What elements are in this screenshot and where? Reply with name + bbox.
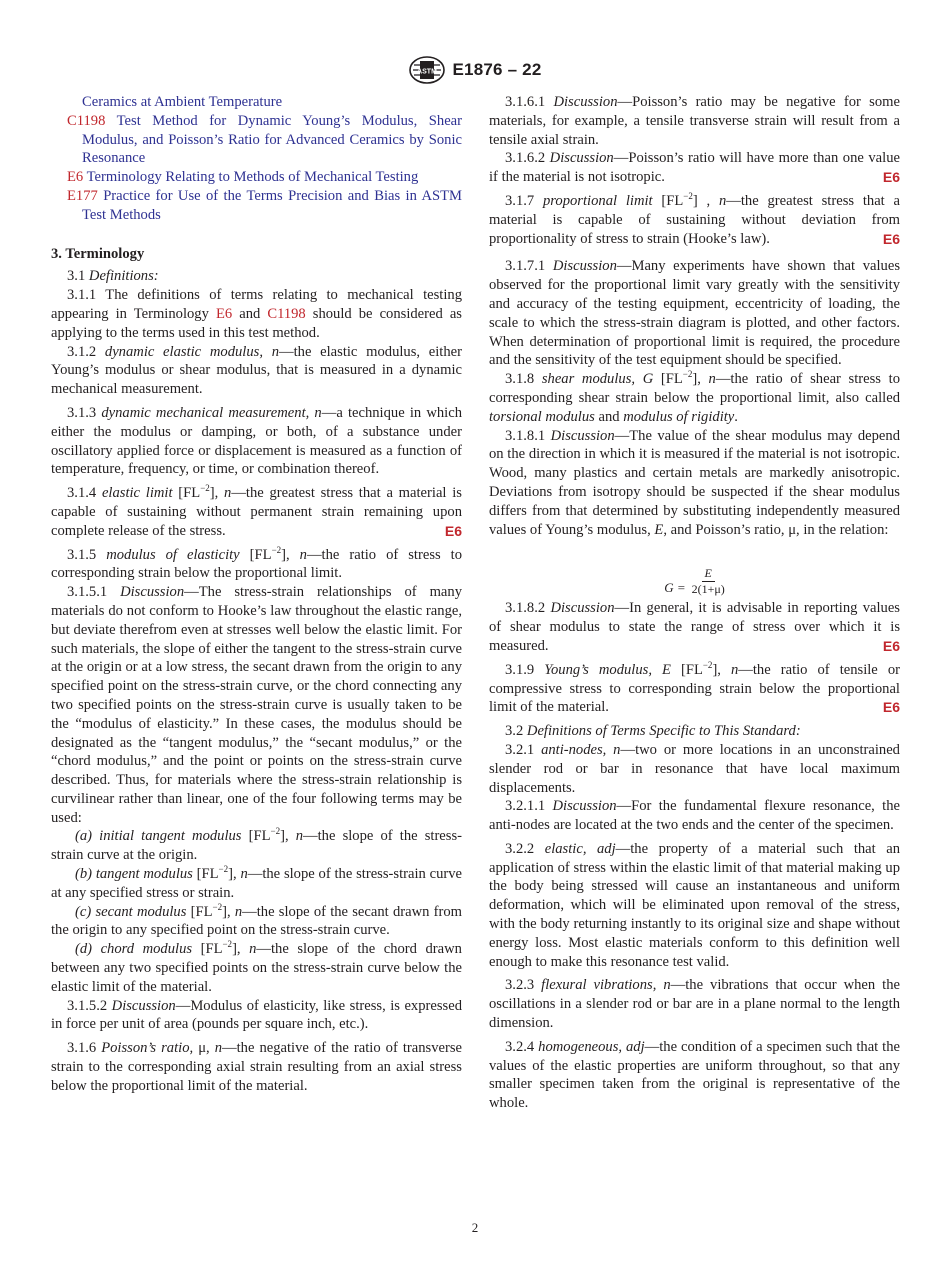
- reference-code[interactable]: E177: [67, 187, 98, 204]
- link-c1198[interactable]: C1198: [267, 305, 306, 322]
- paragraph-3-1-2: 3.1.2 dynamic elastic modulus, n—the elastic modulus, either Young’s modulus or shear modulus, that is measured in a dynamic mechanical measurement.: [51, 343, 462, 398]
- page-header: [0, 54, 950, 86]
- ref-e6-link[interactable]: E6: [882, 637, 900, 654]
- reference-title[interactable]: Test Method for Dynamic Young’s Modulus, Shear Modulus, and Poisson’s Ratio for Advanced Ceramics by Sonic Resonance: [82, 112, 463, 167]
- paragraph-3-1-9: 3.1.9 Young’s modulus, E $[FL^{-2}]$, n—the ratio of tensile or compressive stress to corresponding strain below the proportional limit of the material. E6: [489, 659, 900, 716]
- reference-e177: [51, 187, 462, 225]
- paragraph-3-1-6-1: 3.1.6.1 Discussion—Poisson’s ratio may be negative for some materials, for example, a tensile transverse strain will result from a tensile axial strain.: [489, 94, 900, 148]
- list-item: (a) initial tangent modulus $[FL^{-2}]$, n—the slope of the stress-strain curve at the origin.: [51, 826, 462, 864]
- paragraph-3-2-1: 3.2.1 anti-nodes, n—two or more locations in an unconstrained slender rod or bar in resonance that have local maximum displacements.: [489, 741, 900, 796]
- reference-e6: [51, 168, 462, 187]
- paragraph-3-2-1-1: 3.2.1.1 Discussion—For the fundamental flexure resonance, the anti-nodes are located at the two ends and the center of the specimen.: [489, 798, 900, 834]
- paragraph-3-1-3: 3.1.3 dynamic mechanical measurement, n—a technique in which either the modulus or damping, or both, of a substance under oscillatory applied force or displacement is measured as a function of temperature, frequency, or time, or combination thereof.: [51, 404, 463, 478]
- paragraph-3-2: 3.2 Definitions of Terms Specific to This Standard:: [505, 723, 801, 740]
- paragraph-3-1-8: 3.1.8 shear modulus, G $[FL^{-2}]$, n—the ratio of shear stress to corresponding shear strain below the proportional limit, also called torsional modulus and modulus of rigidity.: [489, 369, 900, 425]
- list-item: (b) tangent modulus $[FL^{-2}]$, n—the slope of the stress-strain curve at any specified stress or strain.: [51, 864, 463, 901]
- equation-denominator: 2(1+μ): [691, 582, 725, 597]
- ref-e6-link[interactable]: E6: [444, 522, 462, 539]
- equation-numerator: E: [702, 566, 715, 582]
- astm-logo-icon: [409, 56, 445, 84]
- standard-designation: E1876 – 22: [452, 60, 542, 79]
- list-item: (d) chord modulus $[FL^{-2}]$, n—the slope of the chord drawn between any two specified points on the stress-strain curve below the elastic limit of the material.: [51, 939, 462, 995]
- reference-continuation: Ceramics at Ambient Temperature: [82, 94, 283, 110]
- reference-code[interactable]: E6: [67, 169, 84, 186]
- reference-c1198: [51, 112, 462, 168]
- equation-fraction: [692, 566, 725, 597]
- right-column: [489, 93, 900, 1113]
- reference-title[interactable]: Practice for Use of the Terms Precision and Bias in ASTM Test Methods: [82, 187, 462, 223]
- paragraph-3-1-4: 3.1.4 elastic limit $[FL^{-2}]$, n—the greatest stress that a material is capable of sustaining without permanent strain remaining upon complete release of the stress. E6: [51, 483, 462, 539]
- paragraph-3-1-6: 3.1.6 Poisson’s ratio, μ, n—the negative of the ratio of transverse strain to the corresponding axial strain resulting from an axial stress below the proportional limit of the material.: [51, 1040, 463, 1094]
- section-heading: 3. Terminology: [51, 245, 145, 262]
- reference-title[interactable]: Terminology Relating to Methods of Mechanical Testing: [86, 169, 419, 186]
- paragraph-3-1-5-2: 3.1.5.2 Discussion—Modulus of elasticity, like stress, is expressed in force per unit of area (pounds per square inch, etc.).: [51, 997, 462, 1033]
- ref-e6-link[interactable]: E6: [882, 169, 900, 186]
- paragraph-3-1-7-1: 3.1.7.1 Discussion—Many experiments have shown that values observed for the proportional limit vary greatly with the sensitivity and accuracy of the testing equipment, eccentricity of loading, the scale to which the stress-strain diagram is plotted, and other factors. When determination of proportional limit is required, the procedure and the sensitivity of the test equipment should be specified.: [489, 258, 900, 369]
- list-item: (c) secant modulus $[FL^{-2}]$, n—the slope of the secant drawn from the origin to any specified point on the stress-strain curve.: [51, 901, 463, 939]
- paragraph-3-1-5-1: 3.1.5.1 Discussion—The stress-strain relationships of many materials do not conform to Hooke’s law throughout the elastic range, but deviate therefrom even at stresses well below the elastic limit. For such materials, the slope of either the tangent to the stress-strain curve at the origin or at a low stress, the secant drawn from the origin to any specified point on the stress-strain curve, or the chord connecting any two specified points on the stress-strain curve is usually taken to be the “modulus of elasticity.” In these cases, the modulus should be designated as the “tangent modulus,” the “secant modulus,” or the “chord modulus,” and the point or points on the stress-strain curve described. Thus, for materials where the stress-strain relationship is curvilinear rather than linear, one of the four following terms may be used:: [51, 584, 463, 826]
- paragraph-3-1-8-2: 3.1.8.2 Discussion—In general, it is advisable in reporting values of shear modulus to state the range of stress over which it is measured. E6: [489, 600, 900, 654]
- paragraph-3-2-3: 3.2.3 flexural vibrations, n—the vibrations that occur when the oscillations in a slender rod or bar are in a plane normal to the length dimension.: [489, 977, 900, 1032]
- equation-lhs: G =: [664, 579, 686, 595]
- paragraph-3-1-5: 3.1.5 modulus of elasticity $[FL^{-2}]$, n—the ratio of stress to corresponding strain below the proportional limit.: [51, 544, 463, 582]
- svg-text:ASTM: ASTM: [416, 68, 437, 76]
- link-e6[interactable]: E6: [215, 305, 233, 322]
- paragraph-3-1-8-1: 3.1.8.1 Discussion—The value of the shear modulus may depend on the direction in which it is measured if the material is not isotropic. Wood, many plastics and certain metals are markedly anisotropic. Deviations from isotropy should be suspected if the shear modulus differs from that determined by substituting independently measured values of Young’s modulus, E, and Poisson’s ratio, μ, in the relation:: [489, 427, 900, 538]
- paragraph-3-1-6-2: 3.1.6.2 Discussion—Poisson’s ratio will have more than one value if the material is not isotropic. E6: [489, 150, 900, 186]
- shear-modulus-equation: [489, 539, 900, 599]
- paragraph-3-1-7: 3.1.7 proportional limit $[FL^{-2}]$ , n—the greatest stress that a material is capable of sustaining without deviation from proportionality of stress to strain (Hooke’s law). E6: [489, 190, 900, 247]
- ref-e6-link[interactable]: E6: [882, 230, 900, 247]
- page-number: 2: [471, 1220, 479, 1235]
- paragraph-3-2-4: 3.2.4 homogeneous, adj—the condition of a specimen such that the values of the elastic properties are uniform throughout, so that any smaller specimen taken from the original is representative of the whole.: [489, 1038, 901, 1112]
- reference-code[interactable]: C1198: [67, 112, 106, 129]
- paragraph-3-1: 3.1 Definitions:: [67, 268, 159, 285]
- ref-e6-link[interactable]: E6: [882, 699, 900, 716]
- left-column: [51, 93, 462, 1096]
- paragraph-3-1-1: 3.1.1 The definitions of terms relating to mechanical testing appearing in Terminology E6 and C1198 should be considered as applying to the terms used in this test method.: [51, 287, 462, 341]
- paragraph-3-2-2: 3.2.2 elastic, adj—the property of a material such that an application of stress within the elastic limit of that material making up the body being stressed will cause an instantaneous and uniform deformation, which will be eliminated upon removal of the stress, with the body returning instantly to its original size and shape without energy loss. Most elastic materials conform to this definition well enough to make this resonance test valid.: [489, 840, 900, 970]
